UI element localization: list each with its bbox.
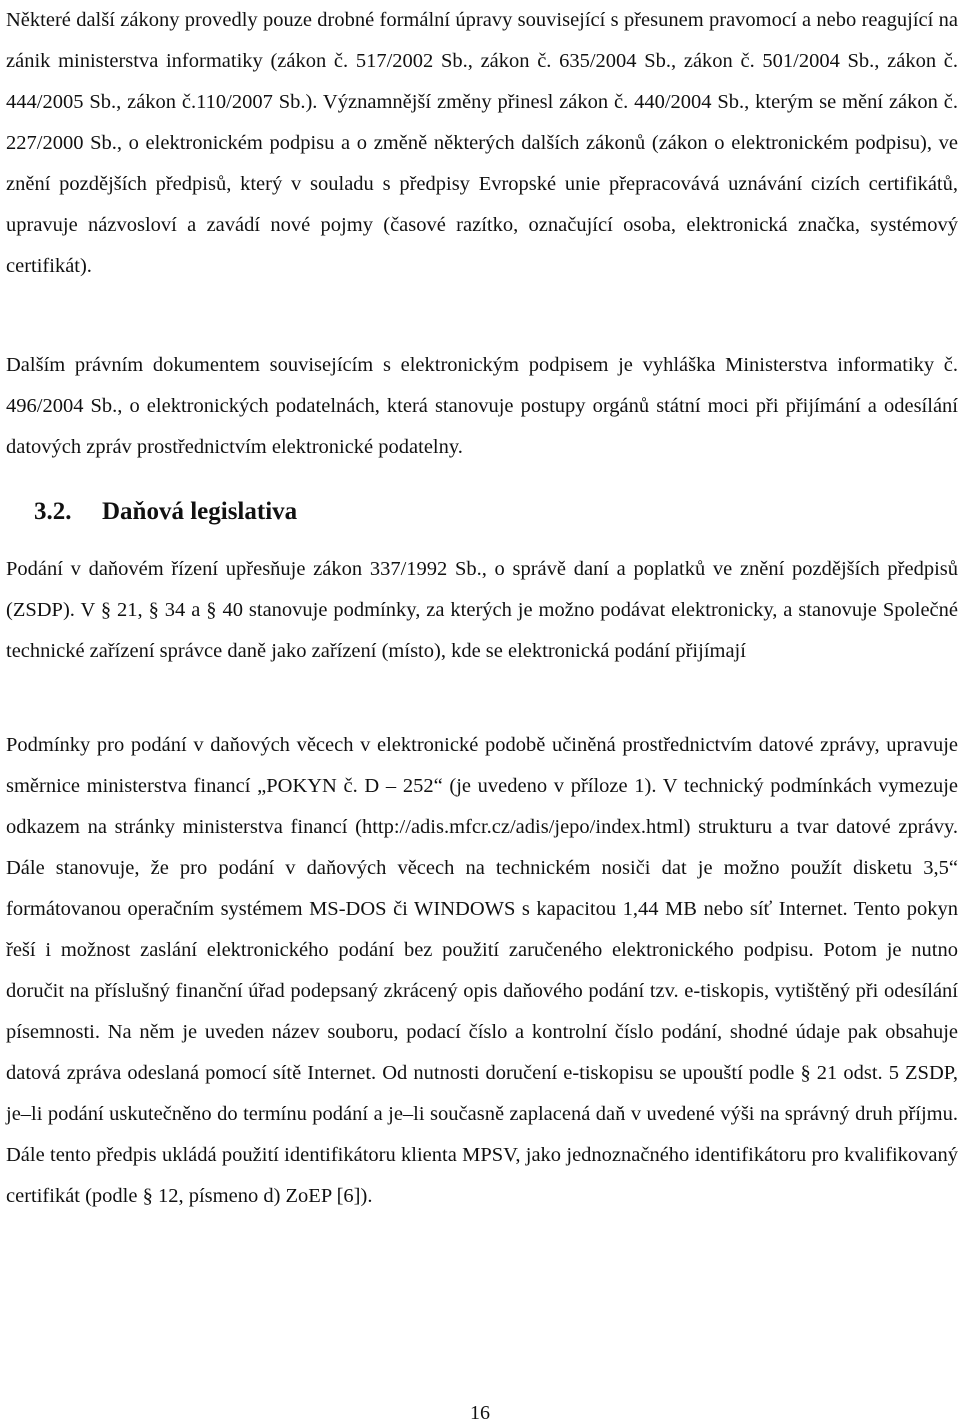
- section-title: Daňová legislativa: [102, 498, 298, 525]
- paragraph-tax-directive: Podmínky pro podání v daňových věcech v elektronické podobě učiněná prostřednictvím datové zprávy, upravuje směrnice ministerstva financí „POKYN č. D – 252“ (je uvedeno v příloze 1). V technický podmínkách vymezuje odkazem na stránky ministerstva financí (http://adis.mfcr.cz/adis/jepo/index.html) strukturu a tvar datové zprávy. Dále stanovuje, že pro podání v daňových věcech na technickém nosiči dat je možno použít disketu 3,5“ formátovanou operačním systémem MS-DOS či WINDOWS s kapacitou 1,44 MB nebo síť Internet. Tento pokyn řeší i možnost zaslání elektronického podání bez použití zaručeného elektronického podpisu. Potom je nutno doručit na příslušný finanční úřad podepsaný zkrácený opis daňového podání tzv. e-tiskopis, vytištěný při odesílání písemnosti. Na něm je uveden název souboru, podací číslo a kontrolní číslo podání, shodné údaje pak obsahuje datová zpráva odeslaná pomocí sítě Internet. Od nutnosti doručení e-tiskopisu se upouští podle § 21 odst. 5 ZSDP, je–li podání uskutečněno do termínu podání a je–li současně zaplacená daň v uvedené výši na správný druh příjmu. Dále tento předpis ukládá použití identifikátoru klienta MPSV, jako jednoznačného identifikátoru pro kvalifikovaný certifikát (podle § 12, písmeno d) ZoEP [6]).: [6, 734, 958, 1207]
- page-number: 16: [470, 1402, 490, 1424]
- paragraph-related-laws: Některé další zákony provedly pouze drobné formální úpravy související s přesunem pravomocí a nebo reagující na zánik ministerstva informatiky (zákon č. 517/2002 Sb., zákon č. 635/2004 Sb., zákon č. 501/2004 Sb., zákon č. 444/2005 Sb., zákon č.110/2007 Sb.). Významnější změny přinesl zákon č. 440/2004 Sb., kterým se mění zákon č. 227/2000 Sb., o elektronickém podpisu a o změně některých dalších zákonů (zákon o elektronickém podpisu), ve znění pozdějších předpisů, který v souladu s předpisy Evropské unie přepracovává uznávání cizích certifikátů, upravuje názvosloví a zavádí nové pojmy (časové razítko, označující osoba, elektronická značka, systémový certifikát).: [6, 9, 958, 277]
- section-number: 3.2.: [34, 498, 72, 525]
- paragraph-tax-procedure: Podání v daňovém řízení upřesňuje zákon 337/1992 Sb., o správě daní a poplatků ve znění pozdějších předpisů (ZSDP). V § 21, § 34 a § 40 stanovuje podmínky, za kterých je možno podávat elektronicky, a stanovuje Společné technické zařízení správce daně jako zařízení (místo), kde se elektronická podání přijímají: [6, 558, 958, 662]
- paragraph-ministry-decree: Dalším právním dokumentem souvisejícím s elektronickým podpisem je vyhláška Ministerstva informatiky č. 496/2004 Sb., o elektronických podatelnách, která stanovuje postupy orgánů státní moci při přijímání a odesílání datových zpráv prostřednictvím elektronické podatelny.: [6, 354, 958, 458]
- section-heading: [34, 492, 297, 532]
